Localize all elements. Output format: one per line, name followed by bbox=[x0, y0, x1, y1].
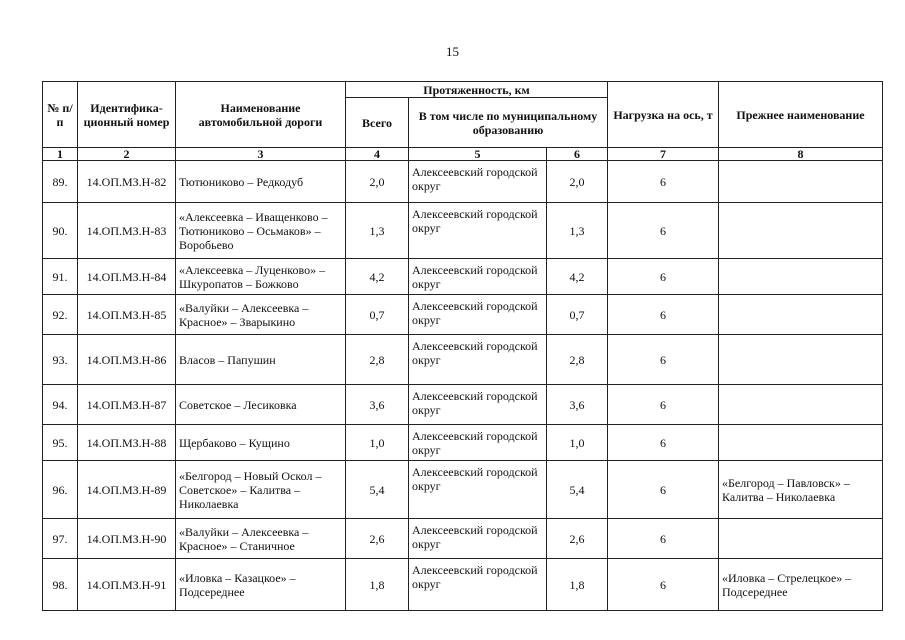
column-number: 1 bbox=[43, 148, 78, 161]
row-name: «Белгород – Новый Оскол – Советское» – Калитва – Николаевка bbox=[176, 461, 346, 519]
row-num: 97. bbox=[43, 519, 78, 559]
row-total: 0,7 bbox=[346, 295, 409, 335]
column-number: 6 bbox=[547, 148, 608, 161]
roads-table bbox=[42, 81, 883, 611]
row-id: 14.ОП.МЗ.Н-91 bbox=[78, 559, 176, 611]
column-number: 2 bbox=[78, 148, 176, 161]
row-municipal-km: 1,3 bbox=[547, 203, 608, 259]
row-prev bbox=[719, 295, 883, 335]
table-row bbox=[43, 203, 883, 259]
table-row bbox=[43, 295, 883, 335]
row-municipal: Алексеевский городской округ bbox=[409, 295, 547, 335]
row-num: 92. bbox=[43, 295, 78, 335]
row-id: 14.ОП.МЗ.Н-82 bbox=[78, 161, 176, 203]
row-num: 91. bbox=[43, 259, 78, 295]
row-prev bbox=[719, 425, 883, 461]
header-municipal: В том числе по муниципальному образованию bbox=[409, 98, 608, 148]
row-total: 3,6 bbox=[346, 385, 409, 425]
page-number: 15 bbox=[446, 44, 459, 59]
row-load: 6 bbox=[608, 519, 719, 559]
row-name: Щербаково – Кущино bbox=[176, 425, 346, 461]
row-id: 14.ОП.МЗ.Н-88 bbox=[78, 425, 176, 461]
table-row bbox=[43, 519, 883, 559]
row-prev: «Иловка – Стрелецкое» – Подсереднее bbox=[719, 559, 883, 611]
row-id: 14.ОП.МЗ.Н-84 bbox=[78, 259, 176, 295]
table-row bbox=[43, 559, 883, 611]
row-id: 14.ОП.МЗ.Н-89 bbox=[78, 461, 176, 519]
row-municipal: Алексеевский городской округ bbox=[409, 425, 547, 461]
row-municipal-km: 2,6 bbox=[547, 519, 608, 559]
row-municipal: Алексеевский городской округ bbox=[409, 519, 547, 559]
row-name: «Валуйки – Алексеевка – Красное» – Станичное bbox=[176, 519, 346, 559]
row-num: 94. bbox=[43, 385, 78, 425]
row-load: 6 bbox=[608, 161, 719, 203]
row-total: 5,4 bbox=[346, 461, 409, 519]
row-name: «Иловка – Казацкое» – Подсереднее bbox=[176, 559, 346, 611]
row-num: 95. bbox=[43, 425, 78, 461]
table-row bbox=[43, 425, 883, 461]
row-name: Тютюниково – Редкодуб bbox=[176, 161, 346, 203]
row-num: 96. bbox=[43, 461, 78, 519]
row-municipal-km: 5,4 bbox=[547, 461, 608, 519]
row-municipal: Алексеевский городской округ bbox=[409, 461, 547, 519]
row-id: 14.ОП.МЗ.Н-83 bbox=[78, 203, 176, 259]
column-number: 7 bbox=[608, 148, 719, 161]
column-number: 3 bbox=[176, 148, 346, 161]
row-id: 14.ОП.МЗ.Н-90 bbox=[78, 519, 176, 559]
row-prev bbox=[719, 519, 883, 559]
row-municipal-km: 3,6 bbox=[547, 385, 608, 425]
row-prev bbox=[719, 203, 883, 259]
row-name: Советское – Лесиковка bbox=[176, 385, 346, 425]
row-num: 90. bbox=[43, 203, 78, 259]
column-number: 5 bbox=[409, 148, 547, 161]
row-municipal: Алексеевский городской округ bbox=[409, 203, 547, 259]
column-number: 4 bbox=[346, 148, 409, 161]
row-total: 1,3 bbox=[346, 203, 409, 259]
row-total: 2,0 bbox=[346, 161, 409, 203]
row-total: 1,0 bbox=[346, 425, 409, 461]
row-id: 14.ОП.МЗ.Н-85 bbox=[78, 295, 176, 335]
row-load: 6 bbox=[608, 295, 719, 335]
header-load: Нагрузка на ось, т bbox=[608, 82, 719, 148]
row-total: 2,6 bbox=[346, 519, 409, 559]
row-id: 14.ОП.МЗ.Н-86 bbox=[78, 335, 176, 385]
row-municipal-km: 0,7 bbox=[547, 295, 608, 335]
header-id: Идентифика-ционный номер bbox=[78, 82, 176, 148]
table-row bbox=[43, 461, 883, 519]
column-number: 8 bbox=[719, 148, 883, 161]
row-total: 4,2 bbox=[346, 259, 409, 295]
row-municipal: Алексеевский городской округ bbox=[409, 335, 547, 385]
row-prev bbox=[719, 385, 883, 425]
row-num: 93. bbox=[43, 335, 78, 385]
row-municipal-km: 1,0 bbox=[547, 425, 608, 461]
row-prev bbox=[719, 161, 883, 203]
table-row bbox=[43, 259, 883, 295]
row-municipal: Алексеевский городской округ bbox=[409, 259, 547, 295]
row-municipal: Алексеевский городской округ bbox=[409, 559, 547, 611]
column-number-row bbox=[43, 148, 883, 161]
header-name: Наименование автомобильной дороги bbox=[176, 82, 346, 148]
row-municipal: Алексеевский городской округ bbox=[409, 385, 547, 425]
row-municipal-km: 2,0 bbox=[547, 161, 608, 203]
row-load: 6 bbox=[608, 559, 719, 611]
row-load: 6 bbox=[608, 335, 719, 385]
row-municipal-km: 2,8 bbox=[547, 335, 608, 385]
row-municipal: Алексеевский городской округ bbox=[409, 161, 547, 203]
row-load: 6 bbox=[608, 203, 719, 259]
row-load: 6 bbox=[608, 461, 719, 519]
row-prev: «Белгород – Павловск» – Калитва – Николаевка bbox=[719, 461, 883, 519]
row-total: 1,8 bbox=[346, 559, 409, 611]
row-load: 6 bbox=[608, 385, 719, 425]
header-prev: Прежнее наименование bbox=[719, 82, 883, 148]
row-id: 14.ОП.МЗ.Н-87 bbox=[78, 385, 176, 425]
row-num: 98. bbox=[43, 559, 78, 611]
row-name: Власов – Папушин bbox=[176, 335, 346, 385]
row-municipal-km: 1,8 bbox=[547, 559, 608, 611]
row-prev bbox=[719, 259, 883, 295]
row-municipal-km: 4,2 bbox=[547, 259, 608, 295]
header-length-group: Протяженность, км bbox=[346, 82, 608, 98]
row-name: «Валуйки – Алексеевка – Красное» – Зварыкино bbox=[176, 295, 346, 335]
row-name: «Алексеевка – Луценково» – Шкуропатов – Божково bbox=[176, 259, 346, 295]
row-prev bbox=[719, 335, 883, 385]
row-load: 6 bbox=[608, 259, 719, 295]
row-num: 89. bbox=[43, 161, 78, 203]
header-num: № п/п bbox=[43, 82, 78, 148]
header-total: Всего bbox=[346, 98, 409, 148]
table-row bbox=[43, 335, 883, 385]
row-load: 6 bbox=[608, 425, 719, 461]
table-row bbox=[43, 385, 883, 425]
row-total: 2,8 bbox=[346, 335, 409, 385]
table-row bbox=[43, 161, 883, 203]
row-name: «Алексеевка – Иващенково – Тютюниково – Осьмаков» – Воробьево bbox=[176, 203, 346, 259]
